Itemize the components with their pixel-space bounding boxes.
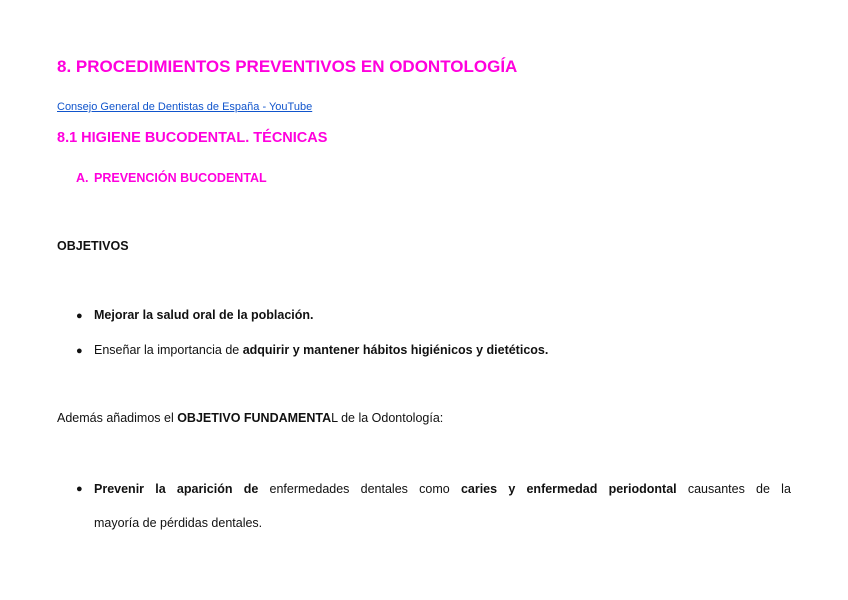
paragraph <box>57 411 443 425</box>
bullet-text: Enseñar la importancia de <box>94 343 243 357</box>
bullet-icon: ● <box>76 483 83 495</box>
bullet-line <box>94 481 791 497</box>
bullet-word: aparición <box>176 482 233 496</box>
bullet-word: de <box>756 482 770 496</box>
section-heading: 8.1 HIGIENE BUCODENTAL. TÉCNICAS <box>57 130 328 146</box>
bullet-word: causantes <box>687 482 745 496</box>
bullet-word: como <box>419 482 450 496</box>
bullet-line: mayoría de pérdidas dentales. <box>94 516 263 530</box>
bullet-word: y <box>508 482 516 496</box>
page-title: 8. PROCEDIMIENTOS PREVENTIVOS EN ODONTOLOGÍA <box>57 57 518 76</box>
paragraph-text: Además añadimos el <box>57 411 178 425</box>
list-item <box>76 308 314 322</box>
bullet-word: la <box>781 482 791 496</box>
bullet-body <box>94 481 791 531</box>
bullet-icon: ● <box>76 345 83 357</box>
bullet-word: enfermedad <box>526 482 598 496</box>
paragraph-bold: OBJETIVO FUNDAMENTA <box>177 411 332 425</box>
objectives-label: OBJETIVOS <box>57 239 129 253</box>
bullet-word: Prevenir <box>94 482 145 496</box>
subsection-title: PREVENCIÓN BUCODENTAL <box>94 171 267 185</box>
bullet-text-bold: adquirir y mantener hábitos higiénicos y dietéticos. <box>242 343 549 357</box>
list-item <box>76 343 548 357</box>
youtube-link[interactable]: Consejo General de Dentistas de España - YouTube <box>57 101 313 113</box>
bullet-word: enfermedades <box>269 482 350 496</box>
bullet-word: la <box>155 482 166 496</box>
bullet-word: caries <box>460 482 498 496</box>
bullet-text-bold: Mejorar la salud oral de la población. <box>94 308 314 322</box>
list-item <box>76 481 791 531</box>
bullet-word: periodontal <box>608 482 677 496</box>
bullet-word: de <box>243 482 259 496</box>
subsection-heading <box>76 171 267 185</box>
paragraph-text: L de la Odontología: <box>331 411 444 425</box>
subsection-marker: A. <box>76 171 89 185</box>
bullet-word: dentales <box>360 482 408 496</box>
bullet-icon: ● <box>76 310 83 322</box>
